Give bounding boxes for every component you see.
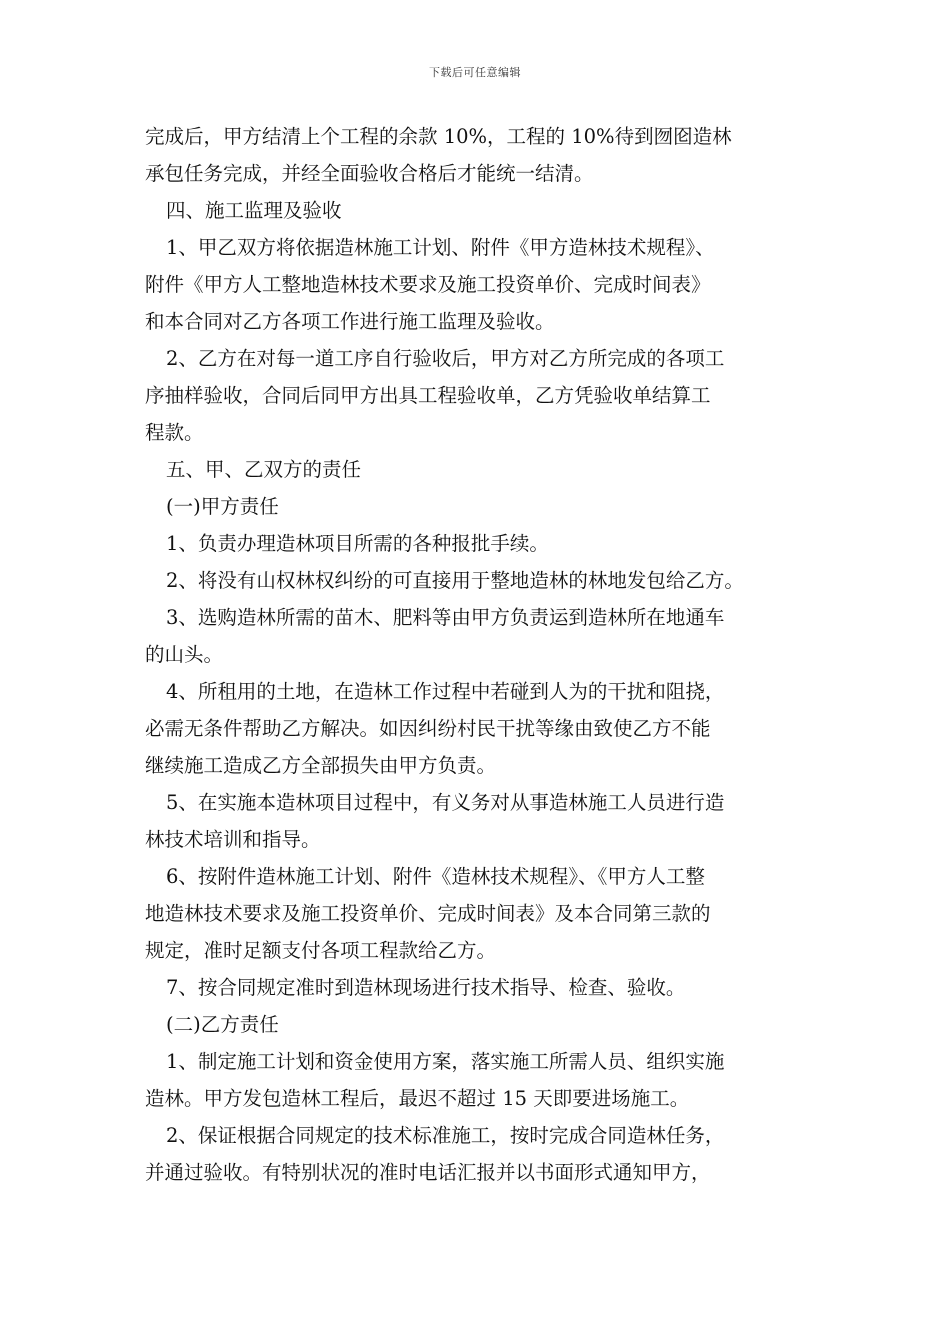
page-header: 下载后可任意编辑 — [429, 66, 521, 79]
paragraph-line: 2、将没有山权林权纠纷的可直接用于整地造林的林地发包给乙方。 — [166, 569, 744, 592]
paragraph-line: 5、在实施本造林项目过程中，有义务对从事造林施工人员进行造 — [166, 791, 725, 814]
paragraph-line: 规定，准时足额支付各项工程款给乙方。 — [145, 939, 497, 962]
paragraph-line: 地造林技术要求及施工投资单价、完成时间表》及本合同第三款的 — [145, 902, 711, 925]
paragraph-line: 必需无条件帮助乙方解决。如因纠纷村民干扰等缘由致使乙方不能 — [145, 717, 711, 740]
paragraph-line: (二)乙方责任 — [166, 1013, 279, 1036]
paragraph-line: (一)甲方责任 — [166, 495, 279, 518]
paragraph-line: 3、选购造林所需的苗木、肥料等由甲方负责运到造林所在地通车 — [166, 606, 725, 629]
paragraph-line: 和本合同对乙方各项工作进行施工监理及验收。 — [145, 310, 555, 333]
paragraph-line: 继续施工造成乙方全部损失由甲方负责。 — [145, 754, 497, 777]
paragraph-line: 的山头。 — [145, 643, 224, 666]
paragraph-line: 2、乙方在对每一道工序自行验收后，甲方对乙方所完成的各项工 — [166, 347, 725, 370]
paragraph-line: 序抽样验收，合同后同甲方出具工程验收单，乙方凭验收单结算工 — [145, 384, 711, 407]
paragraph-line: 林技术培训和指导。 — [145, 828, 321, 851]
paragraph-line: 1、甲乙双方将依据造林施工计划、附件《甲方造林技术规程》、 — [166, 236, 715, 259]
paragraph-line: 并通过验收。有特别状况的准时电话汇报并以书面形式通知甲方， — [145, 1161, 711, 1184]
paragraph-line: 附件《甲方人工整地造林技术要求及施工投资单价、完成时间表》 — [145, 273, 711, 296]
paragraph-line: 7、按合同规定准时到造林现场进行技术指导、检查、验收。 — [166, 976, 686, 999]
paragraph-line: 程款。 — [145, 421, 204, 444]
paragraph-line: 完成后，甲方结清上个工程的余款 10%，工程的 10%待到囫囵造林 — [145, 125, 732, 148]
paragraph-line: 1、制定施工计划和资金使用方案，落实施工所需人员、组织实施 — [166, 1050, 725, 1073]
paragraph-line: 承包任务完成，并经全面验收合格后才能统一结清。 — [145, 162, 594, 185]
paragraph-line: 2、保证根据合同规定的技术标准施工，按时完成合同造林任务， — [166, 1124, 725, 1147]
paragraph-line: 造林。甲方发包造林工程后，最迟不超过 15 天即要进场施工。 — [145, 1087, 690, 1110]
paragraph-line: 1、负责办理造林项目所需的各种报批手续。 — [166, 532, 549, 555]
paragraph-line: 五、甲、乙双方的责任 — [166, 458, 362, 481]
paragraph-line: 6、按附件造林施工计划、附件《造林技术规程》、《甲方人工整 — [166, 865, 705, 888]
paragraph-line: 4、所租用的土地，在造林工作过程中若碰到人为的干扰和阻挠， — [166, 680, 725, 703]
paragraph-line: 四、施工监理及验收 — [166, 199, 342, 222]
document-body — [145, 118, 813, 1191]
